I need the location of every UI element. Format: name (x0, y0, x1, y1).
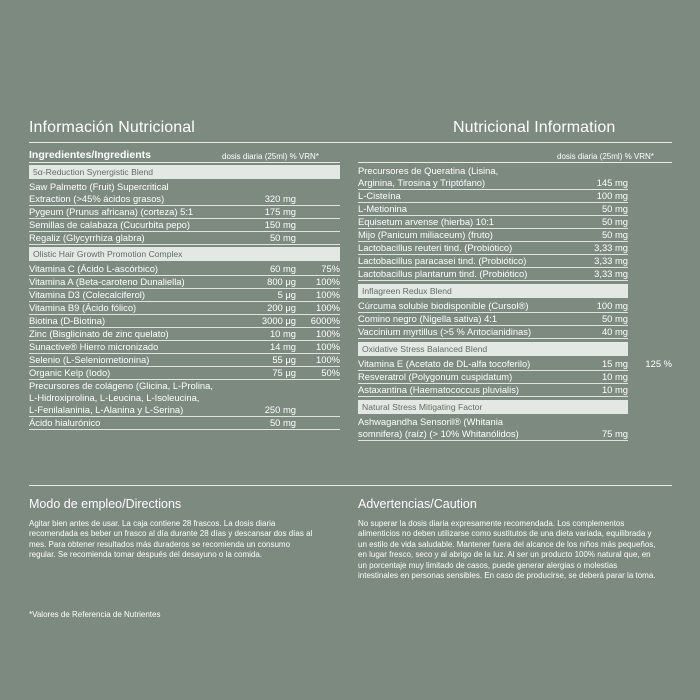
vrn-value: 100% (316, 341, 340, 352)
vrn-value: 125 % (645, 358, 672, 369)
ingredient-name-line: Precursores de Queratina (Lisina, (358, 165, 499, 176)
left-title: Información Nutricional (29, 119, 195, 136)
table-row (358, 203, 628, 216)
ingredient-name-line: Pygeum (Prunus africana) (corteza) 5:1 (29, 206, 194, 217)
ingredient-name-line: Saw Palmetto (Fruit) Supercritical (29, 181, 169, 192)
directions-title: Modo de empleo/Directions (29, 497, 182, 511)
dose-value: 75 mg (601, 428, 628, 439)
ingredient-name (29, 367, 110, 379)
right-header-divider (358, 162, 672, 163)
dose-value: 50 mg (269, 417, 296, 428)
table-row (358, 416, 628, 441)
ingredient-name-line: Ashwagandha Sensoril® (Whitania (358, 416, 504, 427)
table-row (358, 255, 628, 268)
ingredient-name-line: Vitamina E (Acetato de DL-alfa tocoferilo) (358, 358, 531, 369)
table-row (358, 326, 628, 339)
section-header: 5α-Reduction Synergistic Blend (29, 165, 340, 179)
ingredient-name (29, 315, 105, 327)
dose-value: 100 mg (596, 190, 628, 201)
ingredient-name (358, 300, 529, 312)
section-header: Natural Stress Mitigating Factor (358, 400, 628, 414)
ingredient-name (29, 181, 169, 205)
ingredient-name-line: Biotina (D-Biotina) (29, 315, 106, 326)
dose-value: 200 μg (267, 302, 296, 313)
vrn-value: 75% (321, 263, 340, 274)
ingredient-name (29, 417, 100, 429)
dose-value: 800 μg (267, 276, 296, 287)
ingredient-name (358, 165, 498, 189)
dose-value: 3,33 mg (594, 242, 628, 253)
ingredient-name-line: Lactobacillus reuteri tind. (Probiótico) (358, 242, 513, 253)
vrn-value: 100% (316, 276, 340, 287)
ingredient-name-line: Sunactive® Hierro micronizado (29, 341, 159, 352)
section-header: Inflagreen Redux Blend (358, 284, 628, 298)
vrn-value: 100% (316, 328, 340, 339)
table-row (358, 313, 628, 326)
table-row (358, 300, 628, 313)
dose-value: 3,33 mg (594, 268, 628, 279)
vrn-value: 6000% (310, 315, 340, 326)
vrn-value: 50% (321, 367, 340, 378)
ingredient-name (29, 289, 145, 301)
table-row (29, 219, 340, 232)
table-row (29, 367, 340, 380)
ingredient-name-line: somnifera) (raíz) (> 10% Whitanólidos) (358, 428, 519, 439)
dose-value: 320 mg (264, 193, 296, 204)
section-header: Oxidative Stress Balanced Blend (358, 342, 628, 356)
ingredient-name-line: Vitamina C (Ácido L-ascórbico) (29, 263, 159, 274)
table-row (358, 268, 628, 281)
section-header: Olistic Hair Growth Promotion Complex (29, 247, 340, 261)
right-dose-header: dosis diaria (25ml) % VRN* (557, 152, 654, 161)
ingredient-name-line: L-Cisteína (358, 190, 401, 201)
dose-value: 10 mg (269, 328, 296, 339)
dose-value: 3000 μg (261, 315, 296, 326)
dose-value: 175 mg (264, 206, 296, 217)
ingredient-name (358, 268, 527, 280)
table-row (29, 206, 340, 219)
table-row (29, 181, 340, 206)
ingredient-name-line: Cúrcuma soluble biodisponible (Cursol®) (358, 300, 529, 311)
table-row (29, 328, 340, 341)
ingredient-name-line: Equisetum arvense (hierba) 10:1 (358, 216, 495, 227)
table-row (29, 232, 340, 245)
ingredient-name (358, 203, 407, 215)
ingredient-name-line: Semillas de calabaza (Cucurbita pepo) (29, 219, 191, 230)
dose-value: 50 mg (601, 203, 628, 214)
table-row (358, 371, 628, 384)
ingredient-name (358, 416, 519, 440)
ingredient-name (29, 232, 145, 244)
ingredient-name (29, 380, 213, 416)
left-nutrition-table (29, 165, 340, 465)
table-row (29, 417, 340, 430)
ingredient-name (358, 229, 493, 241)
left-header-divider (29, 162, 340, 163)
ingredient-name (358, 384, 519, 396)
ingredient-name-line: Vitamina B9 (Ácido fólico) (29, 302, 137, 313)
ingredient-name (29, 206, 193, 218)
ingredient-name-line: Lactobacillus paracasei tind. (Probiótico) (358, 255, 527, 266)
right-title: Nutricional Information (453, 119, 616, 136)
dose-value: 145 mg (596, 177, 628, 188)
ingredient-name (358, 216, 494, 228)
ingredient-name-line: Resveratrol (Polygonum cuspidatum) (358, 371, 513, 382)
dose-value: 50 mg (601, 313, 628, 324)
vrn-value: 100% (316, 289, 340, 300)
ingredient-name-line: L-Hidroxiprolina, L-Leucina, L-Isoleucina, (29, 392, 200, 403)
dose-value: 250 mg (264, 404, 296, 415)
dose-value: 10 mg (601, 371, 628, 382)
dose-value: 75 μg (272, 367, 296, 378)
table-row (29, 341, 340, 354)
ingredient-name (29, 263, 158, 275)
dose-value: 55 μg (272, 354, 296, 365)
vrn-value: 100% (316, 354, 340, 365)
ingredient-name (358, 242, 512, 254)
table-row (29, 302, 340, 315)
table-row (29, 276, 340, 289)
table-row (29, 380, 340, 417)
ingredient-name (358, 190, 401, 202)
table-row (358, 190, 628, 203)
dose-value: 5 μg (277, 289, 296, 300)
ingredient-name-line: Zinc (Bisglicinato de zinc quelato) (29, 328, 169, 339)
dose-value: 10 mg (601, 384, 628, 395)
ingredient-name-line: L-Fenilalaninia, L-Alanina y L-Serina) (29, 404, 184, 415)
ingredient-name-line: Extraction (>45% ácidos grasos) (29, 193, 165, 204)
table-row (358, 216, 628, 229)
footnote: *Valores de Referencia de Nutrientes (29, 610, 161, 619)
dose-value: 3,33 mg (594, 255, 628, 266)
dose-value: 50 mg (269, 232, 296, 243)
ingredient-name-line: Ácido hialurónico (29, 417, 101, 428)
table-row (29, 354, 340, 367)
ingredient-name-line: Selenio (L-Seleniometionina) (29, 354, 150, 365)
table-row (29, 315, 340, 328)
ingredient-name (29, 341, 158, 353)
dose-value: 50 mg (601, 216, 628, 227)
ingredient-name (29, 219, 190, 231)
ingredient-name (29, 354, 149, 366)
ingredient-name-line: Mijo (Panicum miliaceum) (fruto) (358, 229, 493, 240)
caution-text: No superar la dosis diaria expresamente recomendada. Los complementos alimenticios no deben utilizarse como sustitutos de una dieta variada, equilibrada y un estilo de vida saludable. Mantener fuera del alcance de los niños más pequeños, en lugar fresco, seco y al abrigo de la luz. Al ser un producto 100% natural que, en un porcentaje muy limitado de casos, puede generar alergias o molestias intestinales en personas sensibles. En caso de producirse, se deberá parar la toma. (358, 519, 656, 581)
ingredient-name-line: Vaccinium myrtillus (>5 % Antocianidinas) (358, 326, 532, 337)
right-nutrition-table (358, 165, 672, 465)
table-row (29, 263, 340, 276)
ingredient-name (29, 328, 169, 340)
ingredient-name-line: L-Metionina (358, 203, 407, 214)
ingredients-header: Ingredientes/Ingredients (29, 149, 151, 161)
ingredient-name (358, 371, 512, 383)
ingredient-name-line: Precursores de colágeno (Glicina, L-Prolina, (29, 380, 213, 391)
title-divider (29, 142, 672, 143)
dose-value: 40 mg (601, 326, 628, 337)
dose-value: 150 mg (264, 219, 296, 230)
ingredient-name-line: Vitamina D3 (Colecalciferol) (29, 289, 146, 300)
table-row (358, 242, 628, 255)
ingredient-name-line: Vitamina A (Beta-caroteno Dunaliella) (29, 276, 185, 287)
ingredient-name (29, 276, 185, 288)
ingredient-name-line: Organic Kelp (Iodo) (29, 367, 111, 378)
left-dose-header: dosis diaria (25ml) % VRN* (222, 152, 319, 161)
dose-value: 60 mg (269, 263, 296, 274)
ingredient-name-line: Comino negro (Nigella sativa) 4:1 (358, 313, 498, 324)
table-row (358, 358, 672, 371)
table-row (358, 384, 628, 397)
ingredient-name (358, 313, 497, 325)
ingredient-name (358, 326, 531, 338)
ingredient-name (29, 302, 136, 314)
dose-value: 14 mg (269, 341, 296, 352)
bottom-divider (29, 485, 672, 486)
dose-value: 50 mg (601, 229, 628, 240)
table-row (358, 165, 628, 190)
dose-value: 15 mg (601, 358, 628, 369)
table-row (29, 289, 340, 302)
caution-title: Advertencias/Caution (358, 497, 477, 511)
vrn-value: 100% (316, 302, 340, 313)
ingredient-name (358, 255, 526, 267)
ingredient-name-line: Regaliz (Glycyrrhiza glabra) (29, 232, 145, 243)
directions-text: Agitar bien antes de usar. La caja contiene 28 frascos. La dosis diaria recomendada es beber un frasco al día durante 28 días y descansar dos días al mes. Para obtener resultados más duraderos se recomienda un consumo regular. Se recomienda tomar después del desayuno o la comida. (29, 519, 313, 560)
ingredient-name-line: Astaxantina (Haematococcus pluvialis) (358, 384, 520, 395)
table-row (358, 229, 628, 242)
ingredient-name-line: Arginina, Tirosina y Triptófano) (358, 177, 486, 188)
ingredient-name (358, 358, 530, 370)
dose-value: 100 mg (596, 300, 628, 311)
ingredient-name-line: Lactobacillus plantarum tind. (Probiótico) (358, 268, 528, 279)
